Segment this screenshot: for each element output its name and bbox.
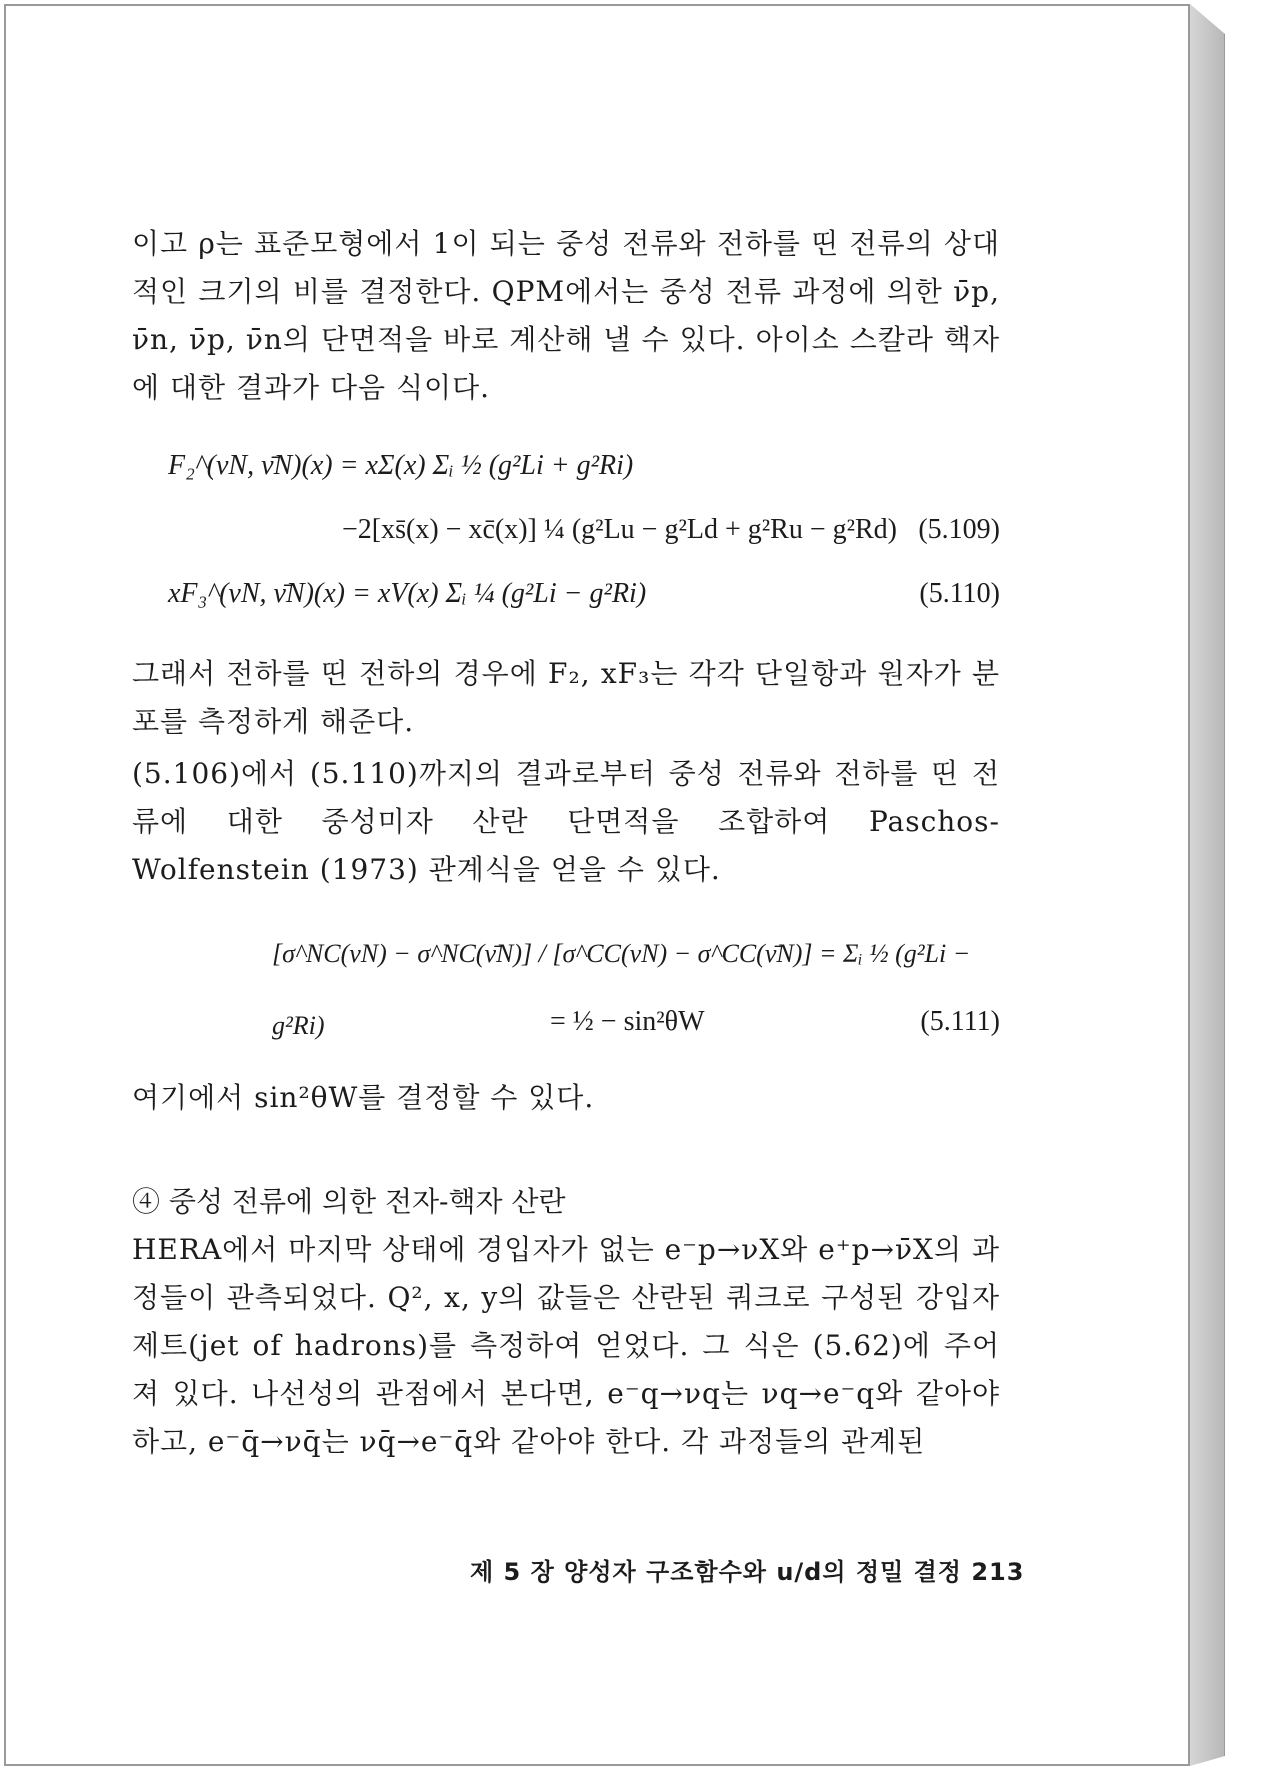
equation-number: (5.109) (918, 514, 1000, 545)
paragraph-5: HERA에서 마지막 상태에 경입자가 없는 e⁻p→νX와 e⁺p→ν̄X의 과정들이 관측되었다. Q², x, y의 값들은 산란된 쿼크로 구성된 강입자 제트(jet of hadrons)를 측정하여 얻었다. 그 식은 (5.62)에 주어져 있다. 나선성의 관점에서 본다면, e⁻q→νq는 νq→e⁻q와 같아야 하고, e⁻q̄→νq̄는 νq̄→e⁻q̄와 같아야 한다. 각 과정들의 관계된 (132, 1233, 1000, 1458)
section-heading: ④ 중성 전류에 의한 전자-핵자 산란 (132, 1185, 566, 1218)
equation-number: (5.110) (919, 578, 1000, 609)
paragraph-2: 그래서 전하를 띤 전하의 경우에 F₂, xF₃는 각각 단일항과 원자가 분포를 측정하게 해준다. (132, 657, 1000, 738)
paragraph-1: 이고 ρ는 표준모형에서 1이 되는 중성 전류와 전하를 띤 전류의 상대적인 크기의 비를 결정한다. QPM에서는 중성 전류 과정에 의한 ν̄p, ν̄n, ν̄p, ν̄n의 단면적을 바로 계산해 낼 수 있다. 아이소 스칼라 핵자에 대한 결과가 다음 식이다. (132, 227, 1000, 404)
equation-5-109-line2: −2[xs̄(x) − xc̄(x)] ¼ (g²Lu − g²Ld + g²Ru − g²Rd) (5.109) (132, 498, 1000, 562)
equation-number: (5.111) (920, 1006, 1000, 1037)
paragraph-3: (5.106)에서 (5.110)까지의 결과로부터 중성 전류와 전하를 띤 전류에 대한 중성미자 산란 단면적을 조합하여 Paschos-Wolfenstein (1973) 관계식을 얻을 수 있다. (132, 757, 1000, 886)
equation-5-110: xF₃^(νN, ν̄N)(x) = xV(x) Σᵢ ¼ (g²Li − g²Ri) (5.110) (132, 562, 1000, 626)
running-footer: 제 5 장 양성자 구조함수와 u/d의 정밀 결정 213 (470, 1558, 1025, 1586)
equation-5-109-line1: F₂^(νN, ν̄N)(x) = xΣ(x) Σᵢ ½ (g²Li + g²Ri) (168, 450, 634, 481)
equation-5-111-line1: [σ^NC(νN) − σ^NC(ν̄N)] / [σ^CC(νN) − σ^CC(ν̄N)] = Σᵢ ½ (g²Li − g²Ri) (272, 939, 971, 1040)
page-content (132, 220, 1000, 1466)
page-edge (1190, 4, 1225, 1766)
equation-5-111-line2: = ½ − sin²θW (5.111) (132, 990, 1000, 1054)
paragraph-4: 여기에서 sin²θW를 결정할 수 있다. (132, 1081, 595, 1114)
